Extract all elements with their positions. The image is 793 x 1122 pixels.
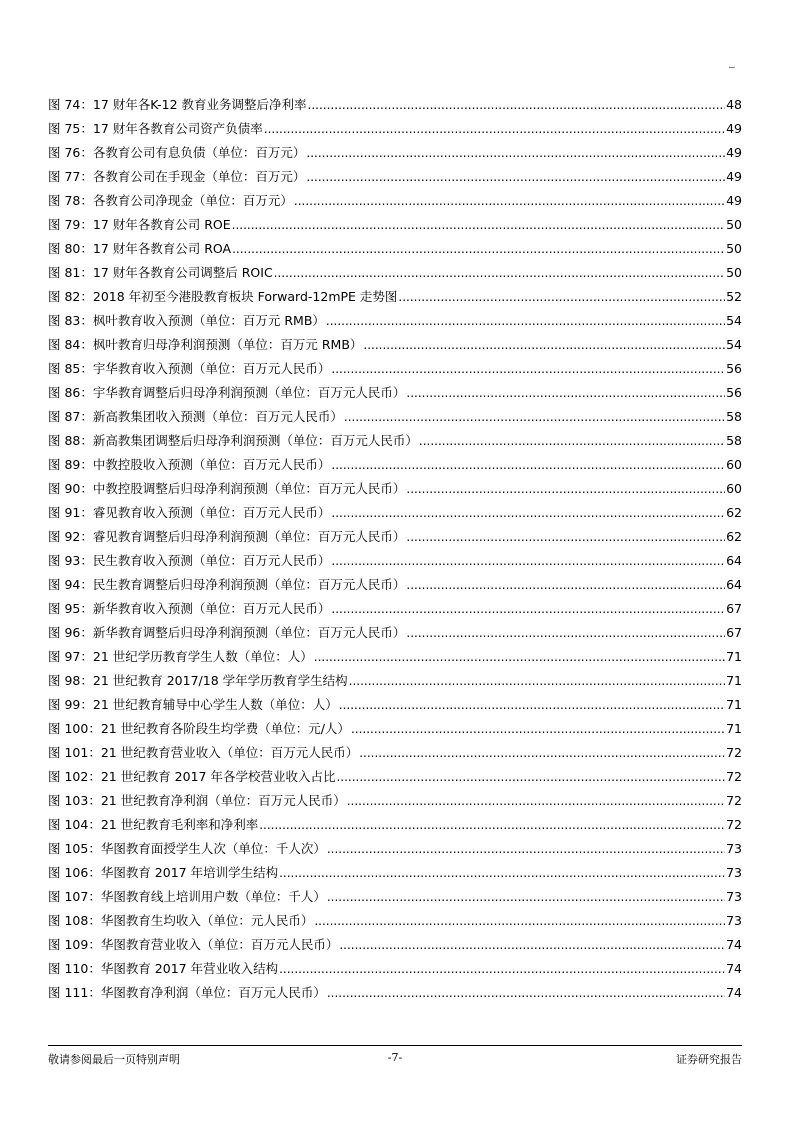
toc-entry-page: 49 [726, 193, 742, 208]
toc-entry[interactable] [48, 289, 742, 313]
toc-entry-label: 图 78：各教育公司净现金（单位：百万元） [48, 193, 293, 208]
toc-entry[interactable] [48, 529, 742, 553]
toc-dot-leader [331, 361, 725, 377]
toc-entry-page: 73 [726, 889, 742, 904]
toc-entry[interactable] [48, 193, 742, 217]
toc-entry[interactable] [48, 697, 742, 721]
toc-entry-page: 74 [726, 937, 742, 952]
toc-entry-label: 图 86：宇华教育调整后归母净利润预测（单位：百万元人民币） [48, 385, 406, 400]
toc-entry-label: 图 96：新华教育调整后归母净利润预测（单位：百万元人民币） [48, 625, 406, 640]
toc-dot-leader [308, 97, 726, 113]
toc-entry[interactable] [48, 553, 742, 577]
toc-entry-page: 54 [726, 337, 742, 352]
toc-entry-label: 图 75：17 财年各教育公司资产负债率 [48, 121, 263, 136]
toc-dot-leader [331, 553, 725, 569]
toc-entry-label: 图 110：华图教育 2017 年营业收入结构 [48, 961, 279, 976]
toc-entry-label: 图 83：枫叶教育收入预测（单位：百万元 RMB） [48, 313, 325, 328]
toc-entry-label: 图 84：枫叶教育归母净利润预测（单位：百万元 RMB） [48, 337, 363, 352]
toc-entry-label: 图 106：华图教育 2017 年培训学生结构 [48, 865, 279, 880]
toc-entry[interactable] [48, 961, 742, 985]
toc-dot-leader [331, 601, 725, 617]
toc-entry-page: 60 [726, 457, 742, 472]
toc-entry-page: 49 [726, 169, 742, 184]
toc-dot-leader [331, 457, 725, 473]
toc-entry-page: 58 [726, 433, 742, 448]
toc-entry-page: 64 [726, 553, 742, 568]
toc-dot-leader [294, 193, 725, 209]
toc-entry[interactable] [48, 217, 742, 241]
toc-dot-leader [419, 433, 725, 449]
toc-entry-page: 67 [726, 601, 742, 616]
toc-dot-leader [279, 865, 725, 881]
toc-entry-label: 图 103：21 世纪教育净利润（单位：百万元人民币） [48, 793, 346, 808]
toc-entry-label: 图 91：睿见教育收入预测（单位：百万元人民币） [48, 505, 331, 520]
toc-dot-leader [326, 313, 725, 329]
toc-entry[interactable] [48, 673, 742, 697]
toc-entry-page: 54 [726, 313, 742, 328]
toc-entry-label: 图 95：新华教育收入预测（单位：百万元人民币） [48, 601, 331, 616]
toc-entry[interactable] [48, 817, 742, 841]
toc-entry-page: 56 [726, 385, 742, 400]
toc-entry[interactable] [48, 241, 742, 265]
toc-entry-page: 48 [726, 97, 742, 112]
toc-entry-page: 71 [726, 721, 742, 736]
toc-entry-label: 图 97：21 世纪学历教育学生人数（单位：人） [48, 649, 313, 664]
toc-entry-page: 72 [726, 817, 742, 832]
toc-entry-page: 56 [726, 361, 742, 376]
toc-entry-label: 图 76：各教育公司有息负债（单位：百万元） [48, 145, 306, 160]
toc-dot-leader [344, 409, 725, 425]
toc-entry-page: 50 [726, 265, 742, 280]
toc-entry[interactable] [48, 793, 742, 817]
toc-entry-page: 49 [726, 145, 742, 160]
toc-dot-leader [359, 745, 725, 761]
toc-entry[interactable] [48, 457, 742, 481]
toc-entry[interactable] [48, 121, 742, 145]
toc-entry[interactable] [48, 889, 742, 913]
toc-entry-label: 图 94：民生教育调整后归母净利润预测（单位：百万元人民币） [48, 577, 406, 592]
toc-entry[interactable] [48, 985, 742, 1009]
toc-entry[interactable] [48, 865, 742, 889]
toc-entry[interactable] [48, 409, 742, 433]
toc-entry-label: 图 82：2018 年初至今港股教育板块 Forward-12mPE 走势图 [48, 289, 398, 304]
toc-dot-leader [339, 697, 725, 713]
toc-dot-leader [336, 769, 725, 785]
toc-entry-label: 图 88：新高教集团调整后归母净利润预测（单位：百万元人民币） [48, 433, 418, 448]
figure-list [48, 97, 742, 1009]
toc-entry-page: 58 [726, 409, 742, 424]
toc-dot-leader [363, 337, 725, 353]
toc-entry[interactable] [48, 769, 742, 793]
toc-dot-leader [314, 649, 725, 665]
toc-entry-label: 图 107：华图教育线上培训用户数（单位：千人） [48, 889, 326, 904]
toc-entry-label: 图 104：21 世纪教育毛利率和净利率 [48, 817, 259, 832]
toc-entry-label: 图 74：17 财年各K-12 教育业务调整后净利率 [48, 97, 307, 112]
toc-dot-leader [406, 577, 725, 593]
toc-dot-leader [314, 913, 725, 929]
toc-entry[interactable] [48, 913, 742, 937]
toc-entry[interactable] [48, 145, 742, 169]
toc-entry-page: 64 [726, 577, 742, 592]
toc-dot-leader [232, 241, 725, 257]
toc-entry[interactable] [48, 577, 742, 601]
toc-entry[interactable] [48, 481, 742, 505]
toc-entry-page: 62 [726, 529, 742, 544]
toc-dot-leader [274, 265, 725, 281]
toc-entry-page: 71 [726, 697, 742, 712]
toc-entry-label: 图 93：民生教育收入预测（单位：百万元人民币） [48, 553, 331, 568]
toc-dot-leader [351, 721, 725, 737]
toc-entry-page: 74 [726, 961, 742, 976]
toc-dot-leader [259, 817, 725, 833]
toc-entry[interactable] [48, 337, 742, 361]
toc-dot-leader [264, 121, 725, 137]
toc-entry-label: 图 105：华图教育面授学生人次（单位：千人次） [48, 841, 326, 856]
toc-entry-page: 67 [726, 625, 742, 640]
toc-entry[interactable] [48, 265, 742, 289]
toc-entry-label: 图 89：中教控股收入预测（单位：百万元人民币） [48, 457, 331, 472]
toc-entry-label: 图 99：21 世纪教育辅导中心学生人数（单位：人） [48, 697, 338, 712]
toc-entry-label: 图 80：17 财年各教育公司 ROA [48, 241, 232, 256]
footer-divider [48, 1045, 742, 1046]
toc-dot-leader [406, 625, 725, 641]
toc-entry-page: 71 [726, 649, 742, 664]
toc-entry-label: 图 98：21 世纪教育 2017/18 学年学历教育学生结构 [48, 673, 348, 688]
page-footer [48, 1051, 742, 1069]
toc-entry[interactable] [48, 745, 742, 769]
toc-dot-leader [398, 289, 725, 305]
toc-entry[interactable] [48, 601, 742, 625]
toc-entry[interactable] [48, 505, 742, 529]
toc-entry[interactable] [48, 433, 742, 457]
toc-entry[interactable] [48, 625, 742, 649]
toc-entry-label: 图 77：各教育公司在手现金（单位：百万元） [48, 169, 306, 184]
toc-entry-label: 图 101：21 世纪教育营业收入（单位：百万元人民币） [48, 745, 359, 760]
page-corner-mark: ꟷ [729, 64, 735, 72]
toc-entry[interactable] [48, 313, 742, 337]
toc-entry[interactable] [48, 361, 742, 385]
toc-entry-page: 50 [726, 217, 742, 232]
toc-dot-leader [406, 529, 725, 545]
toc-entry[interactable] [48, 649, 742, 673]
toc-entry-page: 74 [726, 985, 742, 1000]
toc-entry[interactable] [48, 169, 742, 193]
toc-entry-page: 62 [726, 505, 742, 520]
toc-entry[interactable] [48, 97, 742, 121]
toc-entry-page: 50 [726, 241, 742, 256]
toc-entry-page: 73 [726, 841, 742, 856]
footer-disclaimer-note: 敬请参阅最后一页特别声明 [48, 1053, 180, 1066]
toc-dot-leader [327, 889, 725, 905]
toc-dot-leader [327, 985, 725, 1001]
toc-entry-label: 图 79：17 财年各教育公司 ROE [48, 217, 231, 232]
toc-entry-label: 图 85：宇华教育收入预测（单位：百万元人民币） [48, 361, 331, 376]
toc-entry[interactable] [48, 841, 742, 865]
toc-dot-leader [327, 841, 725, 857]
toc-entry-label: 图 109：华图教育营业收入（单位：百万元人民币） [48, 937, 339, 952]
toc-entry-page: 72 [726, 793, 742, 808]
report-type: 证券研究报告 [676, 1053, 742, 1066]
toc-entry-label: 图 108：华图教育生均收入（单位：元人民币） [48, 913, 314, 928]
toc-entry[interactable] [48, 385, 742, 409]
toc-entry-page: 73 [726, 865, 742, 880]
toc-entry[interactable] [48, 937, 742, 961]
toc-dot-leader [406, 481, 725, 497]
toc-entry-page: 73 [726, 913, 742, 928]
toc-entry-page: 60 [726, 481, 742, 496]
toc-entry-page: 72 [726, 745, 742, 760]
toc-dot-leader [331, 505, 725, 521]
toc-entry-page: 49 [726, 121, 742, 136]
toc-entry-label: 图 81：17 财年各教育公司调整后 ROIC [48, 265, 273, 280]
toc-dot-leader [232, 217, 725, 233]
toc-dot-leader [406, 385, 725, 401]
toc-entry-label: 图 102：21 世纪教育 2017 年各学校营业收入占比 [48, 769, 336, 784]
toc-entry[interactable] [48, 721, 742, 745]
toc-entry-page: 71 [726, 673, 742, 688]
toc-dot-leader [306, 169, 725, 185]
toc-entry-page: 52 [726, 289, 742, 304]
toc-dot-leader [339, 937, 725, 953]
toc-dot-leader [306, 145, 725, 161]
toc-dot-leader [349, 673, 725, 689]
toc-entry-label: 图 100：21 世纪教育各阶段生均学费（单位：元/人） [48, 721, 350, 736]
toc-entry-label: 图 87：新高教集团收入预测（单位：百万元人民币） [48, 409, 343, 424]
toc-entry-label: 图 90：中教控股调整后归母净利润预测（单位：百万元人民币） [48, 481, 406, 496]
toc-entry-label: 图 111：华图教育净利润（单位：百万元人民币） [48, 985, 326, 1000]
toc-dot-leader [279, 961, 725, 977]
toc-entry-page: 72 [726, 769, 742, 784]
page-number: -7- [387, 1051, 403, 1064]
toc-dot-leader [347, 793, 725, 809]
toc-entry-label: 图 92：睿见教育调整后归母净利润预测（单位：百万元人民币） [48, 529, 406, 544]
